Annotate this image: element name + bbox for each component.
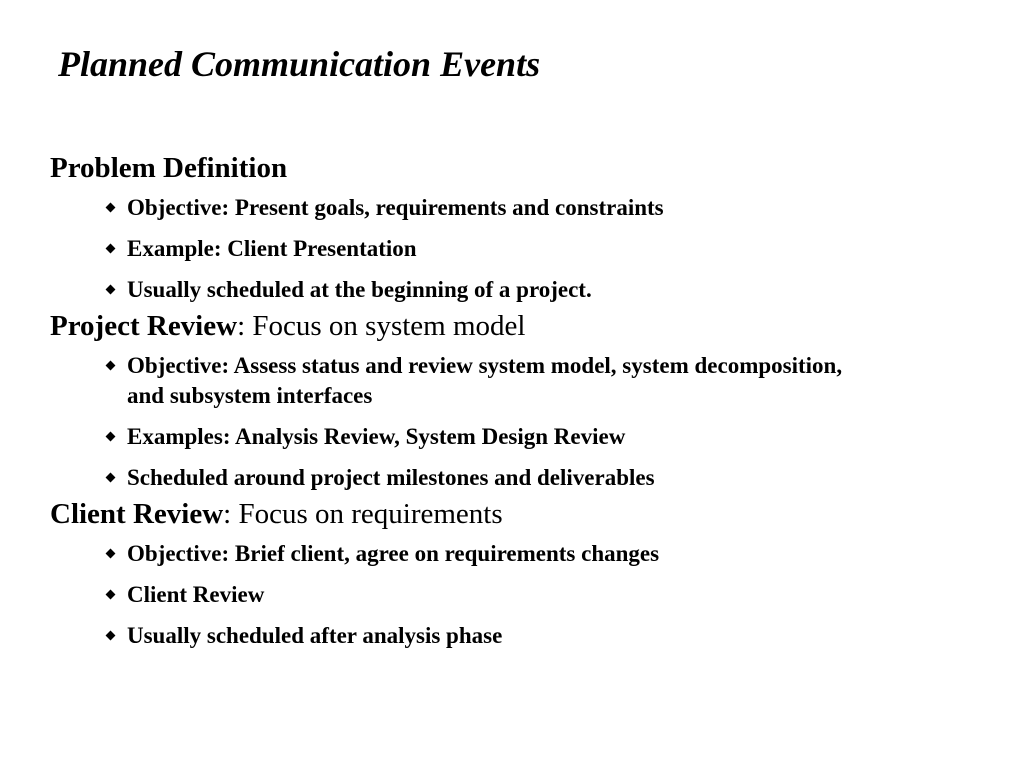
bullet-text: Usually scheduled at the beginning of a project. bbox=[127, 277, 592, 302]
section-heading-bold: Client Review bbox=[50, 498, 224, 530]
bullet-text: Objective: Assess status and review system model, system decomposition, and subsystem interfaces bbox=[127, 353, 843, 408]
section-heading bbox=[50, 495, 990, 533]
list-item bbox=[50, 422, 847, 452]
bullet-text: Objective: Brief client, agree on requirements changes bbox=[127, 541, 660, 566]
list-item bbox=[50, 580, 847, 610]
bullet-list bbox=[50, 539, 990, 651]
list-item bbox=[50, 275, 847, 305]
list-item bbox=[50, 351, 847, 411]
bullet-text: Client Review bbox=[127, 582, 265, 607]
diamond-bullet-icon bbox=[106, 361, 116, 371]
slide-title: Planned Communication Events bbox=[58, 44, 541, 84]
bullet-list bbox=[50, 193, 990, 305]
bullet-list bbox=[50, 351, 990, 493]
diamond-bullet-icon bbox=[106, 590, 116, 600]
section-heading bbox=[50, 149, 990, 187]
bullet-text: Example: Client Presentation bbox=[127, 236, 417, 261]
section-heading-rest: : Focus on requirements bbox=[223, 498, 503, 530]
list-item bbox=[50, 463, 847, 493]
diamond-bullet-icon bbox=[106, 285, 116, 295]
list-item bbox=[50, 539, 847, 569]
bullet-text: Examples: Analysis Review, System Design Review bbox=[127, 424, 626, 449]
section-client-review bbox=[50, 495, 990, 651]
bullet-text: Scheduled around project milestones and deliverables bbox=[127, 465, 655, 490]
list-item bbox=[50, 193, 847, 223]
section-heading bbox=[50, 307, 990, 345]
diamond-bullet-icon bbox=[106, 631, 116, 641]
diamond-bullet-icon bbox=[106, 549, 116, 559]
diamond-bullet-icon bbox=[106, 432, 116, 442]
bullet-text: Usually scheduled after analysis phase bbox=[127, 623, 503, 648]
slide-content bbox=[50, 149, 990, 653]
section-heading-bold: Project Review bbox=[50, 310, 238, 342]
section-heading-rest: : Focus on system model bbox=[237, 310, 526, 342]
section-heading-bold: Problem Definition bbox=[50, 152, 288, 184]
list-item bbox=[50, 621, 847, 651]
list-item bbox=[50, 234, 847, 264]
diamond-bullet-icon bbox=[106, 244, 116, 254]
diamond-bullet-icon bbox=[106, 473, 116, 483]
section-problem-definition bbox=[50, 149, 990, 305]
section-project-review bbox=[50, 307, 990, 493]
bullet-text: Objective: Present goals, requirements and constraints bbox=[127, 195, 664, 220]
diamond-bullet-icon bbox=[106, 203, 116, 213]
